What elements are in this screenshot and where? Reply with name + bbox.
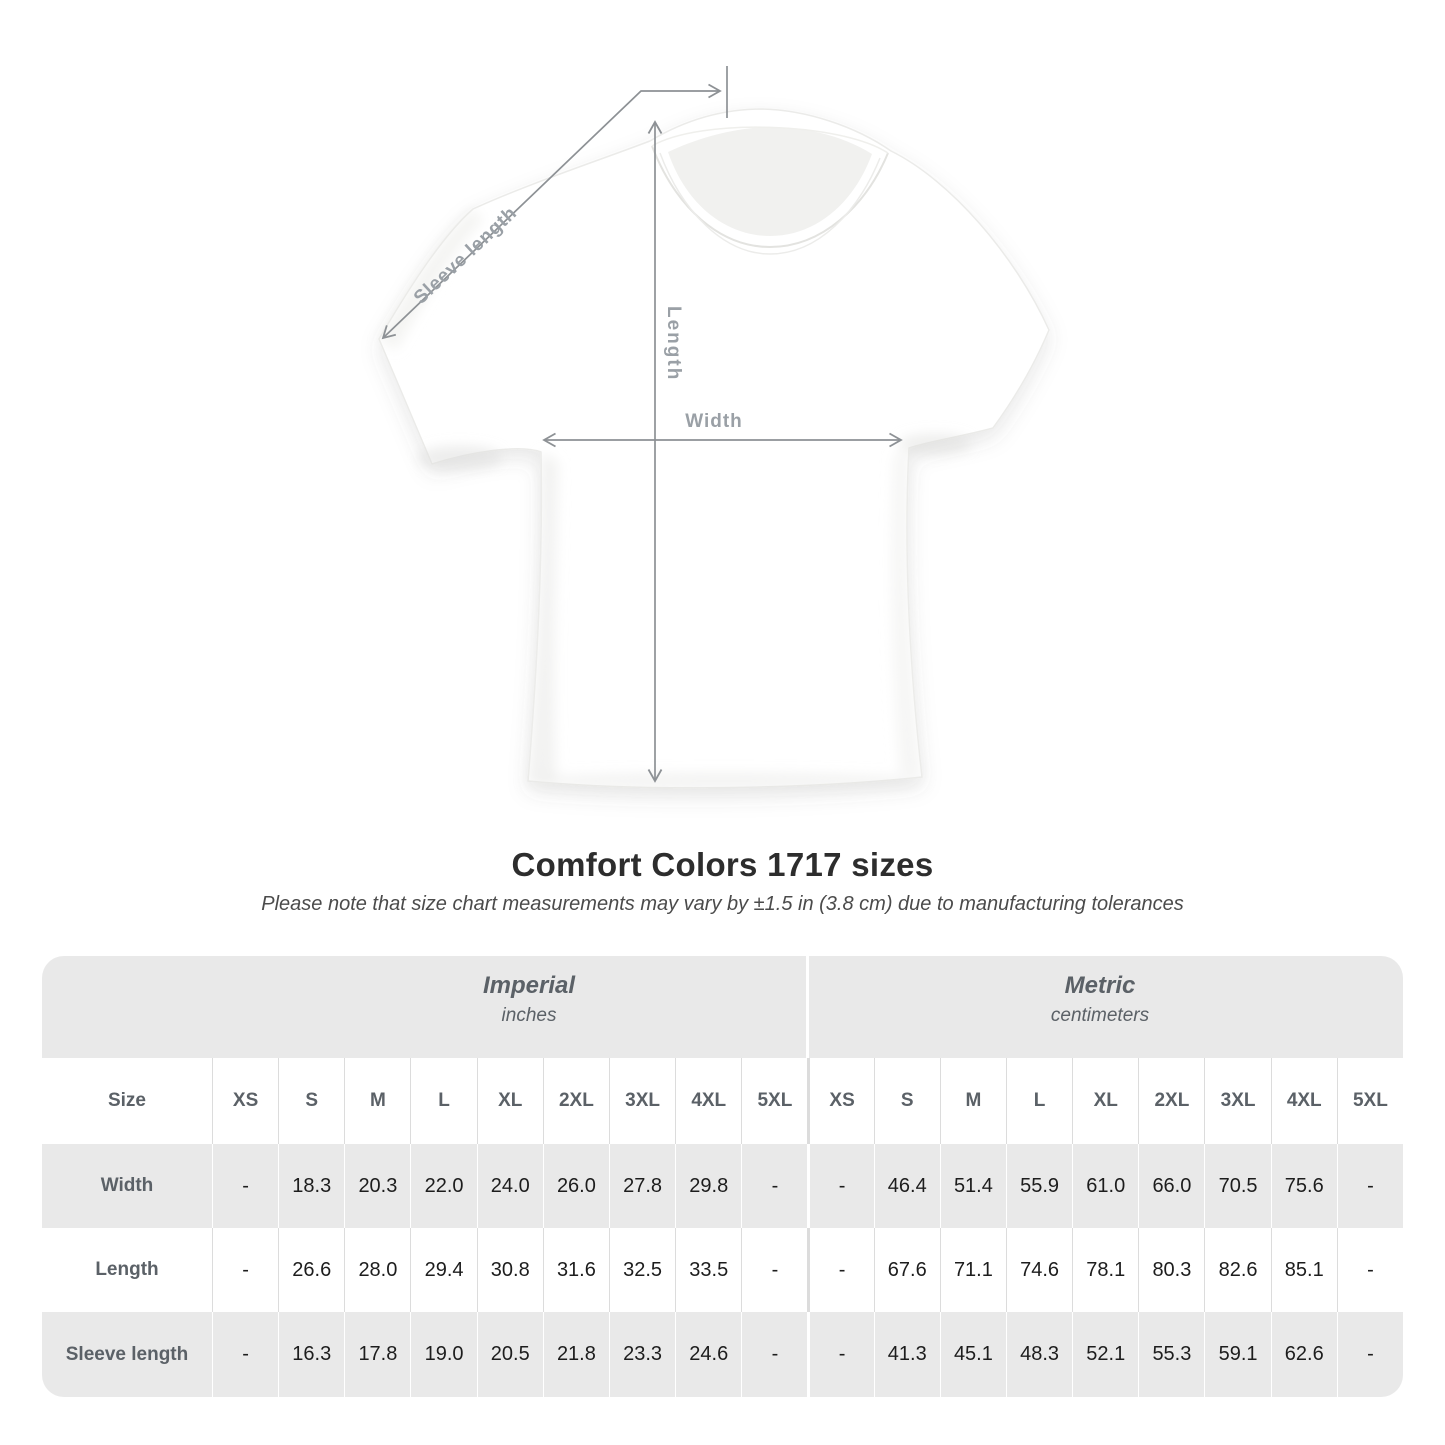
- value-cell: 45.1: [940, 1312, 1006, 1397]
- value-cell: 80.3: [1138, 1228, 1204, 1312]
- value-cell: -: [1337, 1144, 1403, 1228]
- size-header-metric-l: L: [1006, 1058, 1072, 1144]
- value-cell: 30.8: [477, 1228, 543, 1312]
- size-table: [42, 956, 1403, 1397]
- row-label-width: Width: [42, 1144, 212, 1228]
- value-cell: 61.0: [1072, 1144, 1138, 1228]
- size-header-metric-3xl: 3XL: [1204, 1058, 1270, 1144]
- value-cell: 59.1: [1204, 1312, 1270, 1397]
- value-cell: 29.4: [410, 1228, 476, 1312]
- value-cell: -: [1337, 1228, 1403, 1312]
- value-cell: 17.8: [344, 1312, 410, 1397]
- value-cell: 41.3: [874, 1312, 940, 1397]
- value-cell: 75.6: [1271, 1144, 1337, 1228]
- size-header-imperial-xs: XS: [212, 1058, 278, 1144]
- size-header-imperial-m: M: [344, 1058, 410, 1144]
- value-cell: 62.6: [1271, 1312, 1337, 1397]
- size-header-metric-xs: XS: [807, 1058, 873, 1144]
- value-cell: 33.5: [675, 1228, 741, 1312]
- value-cell: 24.0: [477, 1144, 543, 1228]
- value-cell: -: [212, 1144, 278, 1228]
- value-cell: 28.0: [344, 1228, 410, 1312]
- value-cell: 55.3: [1138, 1312, 1204, 1397]
- value-cell: 32.5: [609, 1228, 675, 1312]
- size-header-imperial-s: S: [278, 1058, 344, 1144]
- value-cell: 66.0: [1138, 1144, 1204, 1228]
- value-cell: -: [807, 1312, 873, 1397]
- value-cell: 71.1: [940, 1228, 1006, 1312]
- value-cell: 20.5: [477, 1312, 543, 1397]
- size-column-header: Size: [42, 1058, 212, 1144]
- value-cell: 51.4: [940, 1144, 1006, 1228]
- metric-section-header: [806, 956, 1403, 1058]
- value-cell: 74.6: [1006, 1228, 1072, 1312]
- row-label-sleeve-length: Sleeve length: [42, 1312, 212, 1397]
- value-cell: 52.1: [1072, 1312, 1138, 1397]
- size-table-grid: [42, 1058, 1403, 1397]
- size-header-imperial-4xl: 4XL: [675, 1058, 741, 1144]
- value-cell: 20.3: [344, 1144, 410, 1228]
- value-cell: 26.0: [543, 1144, 609, 1228]
- value-cell: 18.3: [278, 1144, 344, 1228]
- metric-unit: centimeters: [1050, 1005, 1150, 1026]
- value-cell: -: [741, 1144, 807, 1228]
- band-spacer: [42, 956, 212, 1058]
- value-cell: -: [741, 1312, 807, 1397]
- value-cell: -: [212, 1228, 278, 1312]
- value-cell: -: [1337, 1312, 1403, 1397]
- size-header-metric-xl: XL: [1072, 1058, 1138, 1144]
- value-cell: 78.1: [1072, 1228, 1138, 1312]
- value-cell: -: [741, 1228, 807, 1312]
- table-header-band: [42, 956, 1403, 1058]
- tolerance-note: Please note that size chart measurements may vary by ±1.5 in (3.8 cm) due to manufacturing tolerances: [261, 893, 1184, 915]
- value-cell: 19.0: [410, 1312, 476, 1397]
- size-header-imperial-xl: XL: [477, 1058, 543, 1144]
- size-header-metric-5xl: 5XL: [1337, 1058, 1403, 1144]
- value-cell: 27.8: [609, 1144, 675, 1228]
- size-header-metric-4xl: 4XL: [1271, 1058, 1337, 1144]
- value-cell: 29.8: [675, 1144, 741, 1228]
- value-cell: 23.3: [609, 1312, 675, 1397]
- imperial-title: Imperial: [482, 972, 576, 999]
- length-label: Length: [663, 306, 684, 382]
- size-header-imperial-l: L: [410, 1058, 476, 1144]
- tshirt: [379, 109, 1049, 789]
- size-header-imperial-3xl: 3XL: [609, 1058, 675, 1144]
- sleeve-length-label: Sleeve length: [409, 202, 522, 309]
- value-cell: 67.6: [874, 1228, 940, 1312]
- value-cell: 31.6: [543, 1228, 609, 1312]
- value-cell: 24.6: [675, 1312, 741, 1397]
- value-cell: 16.3: [278, 1312, 344, 1397]
- size-header-metric-m: M: [940, 1058, 1006, 1144]
- value-cell: 70.5: [1204, 1144, 1270, 1228]
- value-cell: 46.4: [874, 1144, 940, 1228]
- value-cell: 22.0: [410, 1144, 476, 1228]
- size-header-metric-s: S: [874, 1058, 940, 1144]
- width-label: Width: [685, 411, 743, 432]
- page-title: Comfort Colors 1717 sizes: [511, 846, 934, 883]
- imperial-section-header: [212, 956, 806, 1058]
- size-header-imperial-2xl: 2XL: [543, 1058, 609, 1144]
- value-cell: 82.6: [1204, 1228, 1270, 1312]
- value-cell: 55.9: [1006, 1144, 1072, 1228]
- metric-title: Metric: [1064, 972, 1136, 999]
- size-header-metric-2xl: 2XL: [1138, 1058, 1204, 1144]
- value-cell: 26.6: [278, 1228, 344, 1312]
- row-label-length: Length: [42, 1228, 212, 1312]
- value-cell: 85.1: [1271, 1228, 1337, 1312]
- value-cell: 21.8: [543, 1312, 609, 1397]
- value-cell: -: [212, 1312, 278, 1397]
- value-cell: -: [807, 1228, 873, 1312]
- value-cell: 48.3: [1006, 1312, 1072, 1397]
- size-header-imperial-5xl: 5XL: [741, 1058, 807, 1144]
- imperial-unit: inches: [501, 1005, 557, 1026]
- value-cell: -: [807, 1144, 873, 1228]
